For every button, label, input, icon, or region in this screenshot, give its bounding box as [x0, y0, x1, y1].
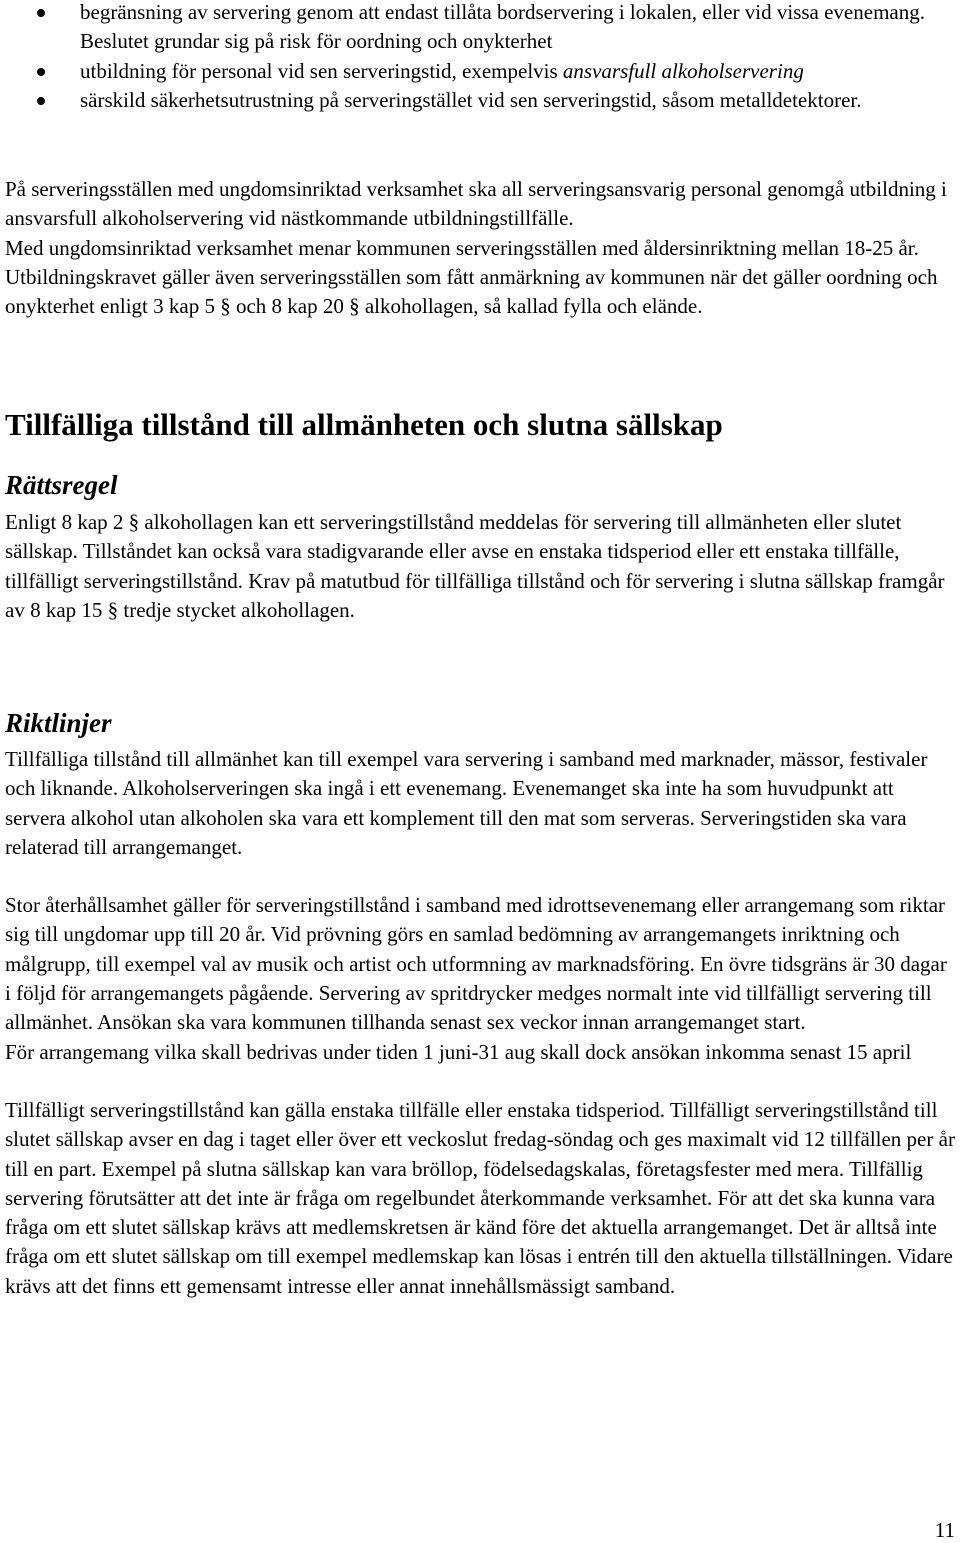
riktlinjer-paragraph-4: Tillfälligt serveringstillstånd kan gälla enstaka tillfälle eller enstaka tidsperiod. Tillfälligt serveringstillstånd till slutet sällskap avser en dag i taget eller över ett veckoslut fredag-söndag och ges maximalt vid 12 tillfällen per år till en part. Exempel på slutna sällskap kan vara bröllop, födelsedagskalas, företagsfester med mera. Tillfällig servering förutsätter att det inte är fråga om regelbundet återkommande verksamhet. För att det ska kunna vara fråga om ett slutet sällskap krävs att medlemskretsen är känd före det aktuella arrangemanget. Det är alltså inte fråga om ett slutet sällskap om till exempel medlemskap kan lösas i entrén till den aktuella tillställningen. Vidare krävs att det finns ett gemensamt intresse eller annat innehållsmässigt samband.	[5, 1097, 955, 1298]
rattsregel-heading: Rättsregel	[5, 470, 118, 500]
riktlinjer-paragraph-1: Tillfälliga tillstånd till allmänhet kan till exempel vara servering i samband med marknader, mässor, festivaler och liknande. Alkoholserveringen ska ingå i ett evenemang. Evenemanget ska inte ha som huvudpunkt att servera alkohol utan alkoholen ska vara ett komplement till den mat som serveras. Serveringstiden ska vara relaterad till arrangemanget.	[5, 747, 928, 859]
bullet-icon	[37, 68, 45, 76]
bullet-text: begränsning av servering genom att endast tillåta bordservering i lokalen, eller vid vissa evenemang. Beslutet grundar sig på risk för oordning och onykterhet	[80, 0, 925, 54]
riktlinjer-paragraph-2: Stor återhållsamhet gäller för serveringstillstånd i samband med idrottsevenemang eller arrangemang som riktar sig till ungdomar upp till 20 år. Vid prövning görs en samlad bedömning av arrangemangets inriktning och målgrupp, till exempel val av musik och artist och utformning av marknadsföring. En övre tidsgräns är 30 dagar i följd för arrangemangets pågående. Servering av spritdrycker medges normalt inte vid tillfälligt servering till allmänhet. Ansökan ska vara kommunen tillhanda senast sex veckor innan arrangemanget start.	[5, 893, 947, 1035]
bullet-list	[0, 0, 960, 115]
bullet-icon	[37, 97, 45, 105]
intro-paragraph-1: På serveringsställen med ungdomsinriktad verksamhet ska all serveringsansvarig personal genomgå utbildning i ansvarsfull alkoholservering vid nästkommande utbildningstillfälle.	[5, 177, 947, 231]
rattsregel-block	[5, 508, 957, 625]
bullet-icon	[37, 9, 45, 17]
rattsregel-text: Enligt 8 kap 2 § alkohollagen kan ett serveringstillstånd meddelas för servering till allmänheten eller slutet sällskap. Tillståndet kan också vara stadigvarande eller avse en enstaka tidsperiod eller ett enstaka tillfälle, tillfälligt serveringstillstånd. Krav på matutbud för tillfälliga tillstånd och för servering i slutna sällskap framgår av 8 kap 15 § tredje stycket alkohollagen.	[5, 510, 945, 622]
section-title: Tillfälliga tillstånd till allmänheten och slutna sällskap	[5, 407, 723, 442]
bullet-text: särskild säkerhetsutrustning på serveringstället vid sen serveringstid, såsom metalldetektorer.	[80, 87, 862, 112]
list-item	[0, 0, 960, 57]
list-item	[0, 57, 960, 86]
bullet-text: utbildning för personal vid sen serveringstid, exempelvis	[80, 58, 563, 83]
riktlinjer-paragraph-3: För arrangemang vilka skall bedrivas under tiden 1 juni-31 aug skall dock ansökan inkomma senast 15 april	[5, 1039, 912, 1064]
list-item	[0, 86, 960, 115]
intro-paragraph-block	[5, 175, 957, 321]
bullet-italic-text: ansvarsfull alkoholservering	[562, 58, 804, 83]
riktlinjer-block	[5, 745, 957, 1301]
intro-paragraph-2: Med ungdomsinriktad verksamhet menar kommunen serveringsställen med åldersinriktning mellan 18-25 år. Utbildningskravet gäller även serveringsställen som fått anmärkning av kommunen när det gäller oordning och onykterhet enligt 3 kap 5 § och 8 kap 20 § alkohollagen, så kallad fylla och elände.	[5, 235, 938, 319]
riktlinjer-heading: Riktlinjer	[5, 708, 112, 738]
page-number: 11	[934, 1518, 955, 1542]
